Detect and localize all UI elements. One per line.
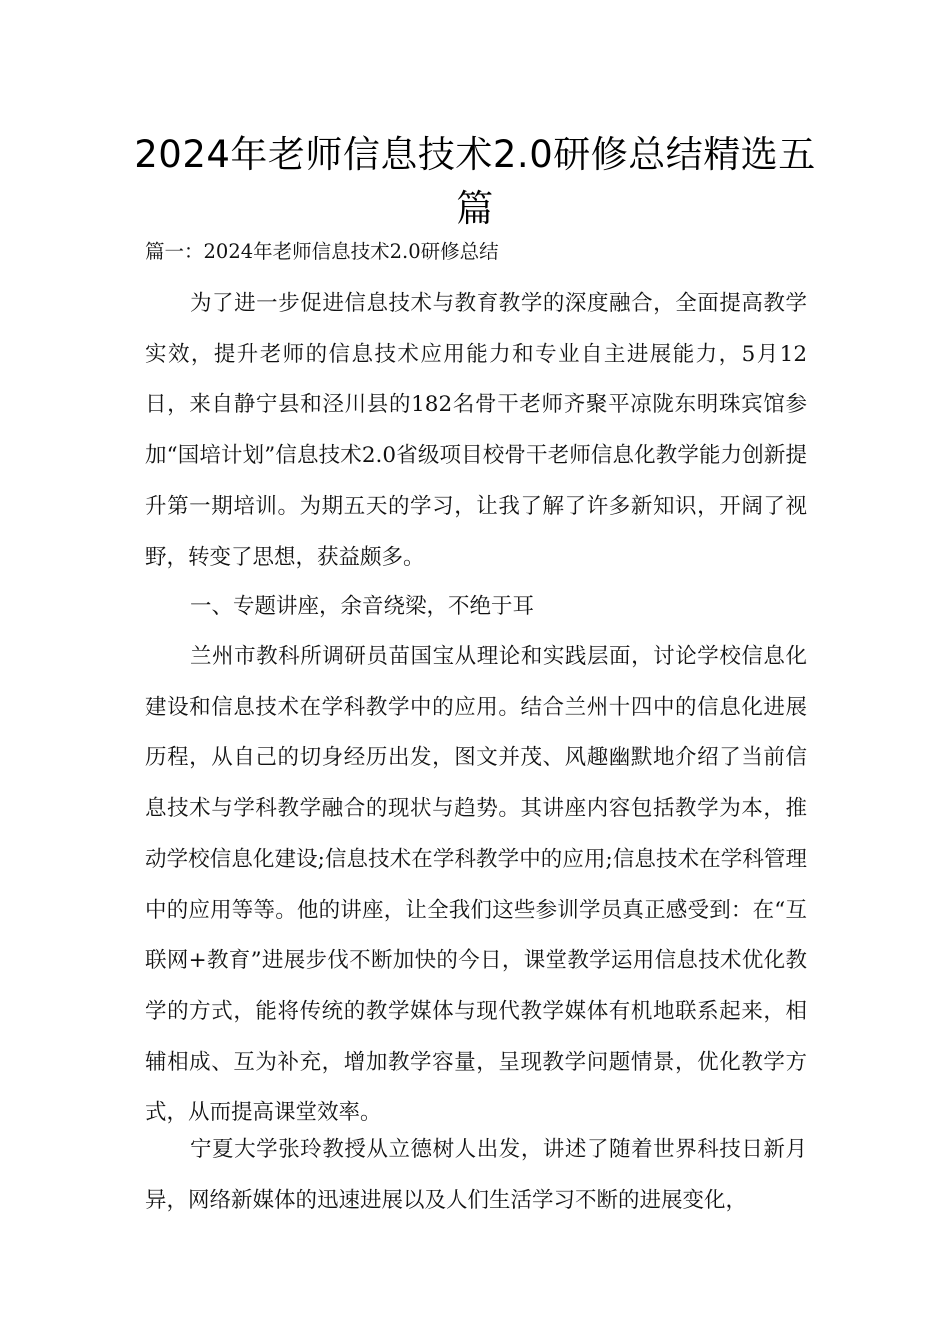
document-title: 2024年老师信息技术2.0研修总结精选五篇 (134, 133, 816, 230)
section-heading: 一、专题讲座，余音绕梁，不绝于耳 (190, 594, 535, 619)
section-label: 篇一：2024年老师信息技术2.0研修总结 (145, 240, 499, 263)
body-paragraph: 为了进一步促进信息技术与教育教学的深度融合，全面提高教学实效，提升老师的信息技术应用能力和专业自主进展能力，5月12日，来自静宁县和泾川县的182名骨干老师齐聚平凉陇东明珠宾馆参加“国培计划”信息技术2.0省级项目校骨干老师信息化教学能力创新提升第一期培训。为期五天的学习，让我了解了许多新知识，开阔了视野，转变了思想，获益颇多。 (145, 291, 807, 570)
body-paragraph: 兰州市教科所调研员苗国宝从理论和实践层面，讨论学校信息化建设和信息技术在学科教学中的应用。结合兰州十四中的信息化进展历程，从自己的切身经历出发，图文并茂、风趣幽默地介绍了当前信息技术与学科教学融合的现状与趋势。其讲座内容包括教学为本，推动学校信息化建设;信息技术在学科教学中的应用;信息技术在学科管理中的应用等等。他的讲座，让全我们这些参训学员真正感受到：在“互联网+教育”进展步伐不断加快的今日，课堂教学运用信息技术优化教学的方式，能将传统的教学媒体与现代教学媒体有机地联系起来，相辅相成、互为补充，增加教学容量，呈现教学问题情景，优化教学方式，从而提高课堂效率。 (145, 644, 807, 1126)
body-paragraph: 宁夏大学张玲教授从立德树人出发，讲述了随着世界科技日新月异，网络新媒体的迅速进展以及人们生活学习不断的进展变化， (145, 1137, 807, 1213)
